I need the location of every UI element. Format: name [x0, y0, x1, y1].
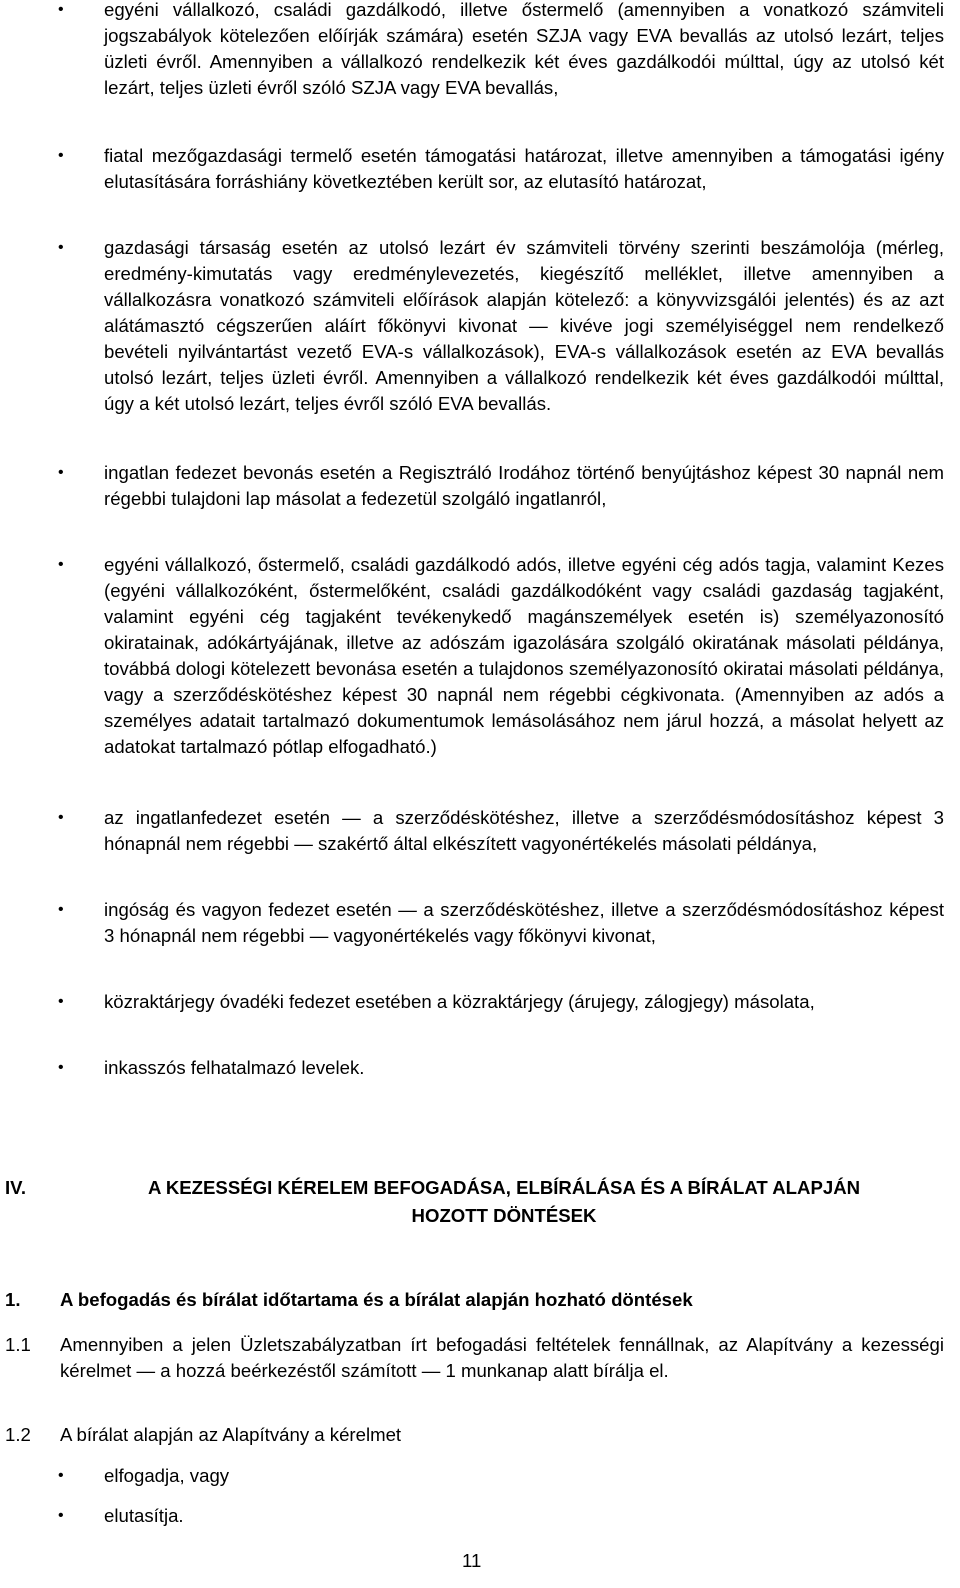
list-item — [0, 897, 944, 949]
bullet-icon: • — [58, 556, 64, 573]
list-item-text: közraktárjegy óvadéki fedezet esetében a közraktárjegy (árujegy, zálogjegy) másolata, — [104, 991, 815, 1012]
subsection-title: A befogadás és bírálat időtartama és a bírálat alapján hozható döntések — [60, 1289, 693, 1310]
list-item-text: fiatal mezőgazdasági termelő esetén támogatási határozat, illetve amennyiben a támogatási igény elutasítására forráshiány következtében került sor, az elutasító határozat, — [104, 145, 944, 192]
option-item: elutasítja. — [104, 1505, 184, 1526]
bullet-icon: • — [58, 1, 64, 18]
list-item — [0, 143, 944, 195]
list-item — [0, 805, 944, 857]
list-item-text: az ingatlanfedezet esetén — a szerződéskötéshez, illetve a szerződésmódosításhoz képest 3 hónapnál nem régebbi — szakértő által elkészített vagyonértékelés másolati példánya, — [104, 807, 944, 854]
list-item — [0, 552, 944, 760]
bullet-icon: • — [58, 809, 64, 826]
subsection-number: 1. — [5, 1289, 21, 1310]
list-item — [0, 235, 944, 417]
list-item-text: ingóság és vagyon fedezet esetén — a szerződéskötéshez, illetve a szerződésmódosításhoz képest 3 hónapnál nem régebbi — vagyonértékelés vagy főkönyvi kivonat, — [104, 899, 944, 946]
bullet-icon: • — [58, 993, 64, 1010]
bullet-icon: • — [58, 901, 64, 918]
section-title-line-1: A KEZESSÉGI KÉRELEM BEFOGADÁSA, ELBÍRÁLÁSA ÉS A BÍRÁLAT ALAPJÁN — [147, 1177, 861, 1198]
list-item — [0, 0, 944, 101]
list-item-text: egyéni vállalkozó, családi gazdálkodó, illetve őstermelő (amennyiben a vonatkozó számviteli jogszabályok kötelezően előírják számára) esetén SZJA vagy EVA bevallás az utolsó lezárt, teljes üzleti évről. Amennyiben a vállalkozó rendelkezik két éves gazdálkodói múlttal, úgy az utolsó két lezárt, teljes üzleti évről szóló SZJA vagy EVA bevallás, — [104, 0, 944, 98]
section-title — [60, 1174, 948, 1230]
paragraph-number: 1.2 — [5, 1424, 31, 1445]
list-item — [0, 989, 944, 1015]
bullet-icon: • — [58, 1059, 64, 1076]
bullet-icon: • — [58, 464, 64, 481]
bullet-icon: • — [58, 1507, 64, 1524]
section-title-line-2: HOZOTT DÖNTÉSEK — [411, 1205, 597, 1226]
section-number: IV. — [5, 1177, 27, 1198]
paragraph-text: Amennyiben a jelen Üzletszabályzatban írt befogadási feltételek fennállnak, az Alapítvány a kezességi kérelmet — a hozzá beérkezéstől számított — 1 munkanap alatt bírálja el. — [60, 1334, 944, 1381]
bullet-icon: • — [58, 147, 64, 164]
paragraph-text: A bírálat alapján az Alapítvány a kérelmet — [60, 1424, 402, 1445]
paragraph-number: 1.1 — [5, 1334, 31, 1355]
list-item — [0, 460, 944, 512]
option-item: elfogadja, vagy — [104, 1465, 230, 1486]
page-number: 11 — [462, 1550, 482, 1571]
list-item-text: inkasszós felhatalmazó levelek. — [104, 1057, 365, 1078]
list-item-text: egyéni vállalkozó, őstermelő, családi gazdálkodó adós, illetve egyéni cég adós tagja, valamint Kezes (egyéni vállalkozóként, őstermelőként, családi gazdálkodóként vagy családi gazdaság tagjaként, valamint egyéni cég tagjaként tevékenykedő magánszemélyek esetén is) személyazonosító okiratainak, adókártyájának, illetve az adószám igazolására szolgáló okiratának másolati példánya, továbbá dologi kötelezett bevonása esetén a tulajdonos személyazonosító okiratai másolati példánya, vagy a szerződéskötéshez képest 30 napnál nem régebbi cégkivonata. (Amennyiben az adós a személyes adatait tartalmazó dokumentumok lemásolásához nem járul hozzá, a másolat helyett az adatokat tartalmazó pótlap elfogadható.) — [104, 554, 944, 757]
bullet-icon: • — [58, 1467, 64, 1484]
list-item-text: ingatlan fedezet bevonás esetén a Regisztráló Irodához történő benyújtáshoz képest 30 napnál nem régebbi tulajdoni lap másolat a fedezetül szolgáló ingatlanról, — [104, 462, 944, 509]
bullet-icon: • — [58, 239, 64, 256]
list-item-text: gazdasági társaság esetén az utolsó lezárt év számviteli törvény szerinti beszámolója (mérleg, eredmény-kimutatás vagy eredménylevezetés, kiegészítő melléklet, illetve amennyiben a vállalkozásra vonatkozó számviteli előírások alapján kötelező: a könyvvizsgálói jelentés) és az azt alátámasztó cégszerűen aláírt főkönyvi kivonat — kivéve jogi személyiséggel nem rendelkező bevételi nyilvántartást vezető EVA-s vállalkozások), EVA-s vállalkozások esetén az EVA bevallás utolsó lezárt, teljes üzleti évről. Amennyiben a vállalkozó rendelkezik két éves gazdálkodói múlttal, úgy a két utolsó lezárt, teljes évről szóló EVA bevallás. — [104, 237, 944, 414]
list-item — [0, 1055, 944, 1081]
